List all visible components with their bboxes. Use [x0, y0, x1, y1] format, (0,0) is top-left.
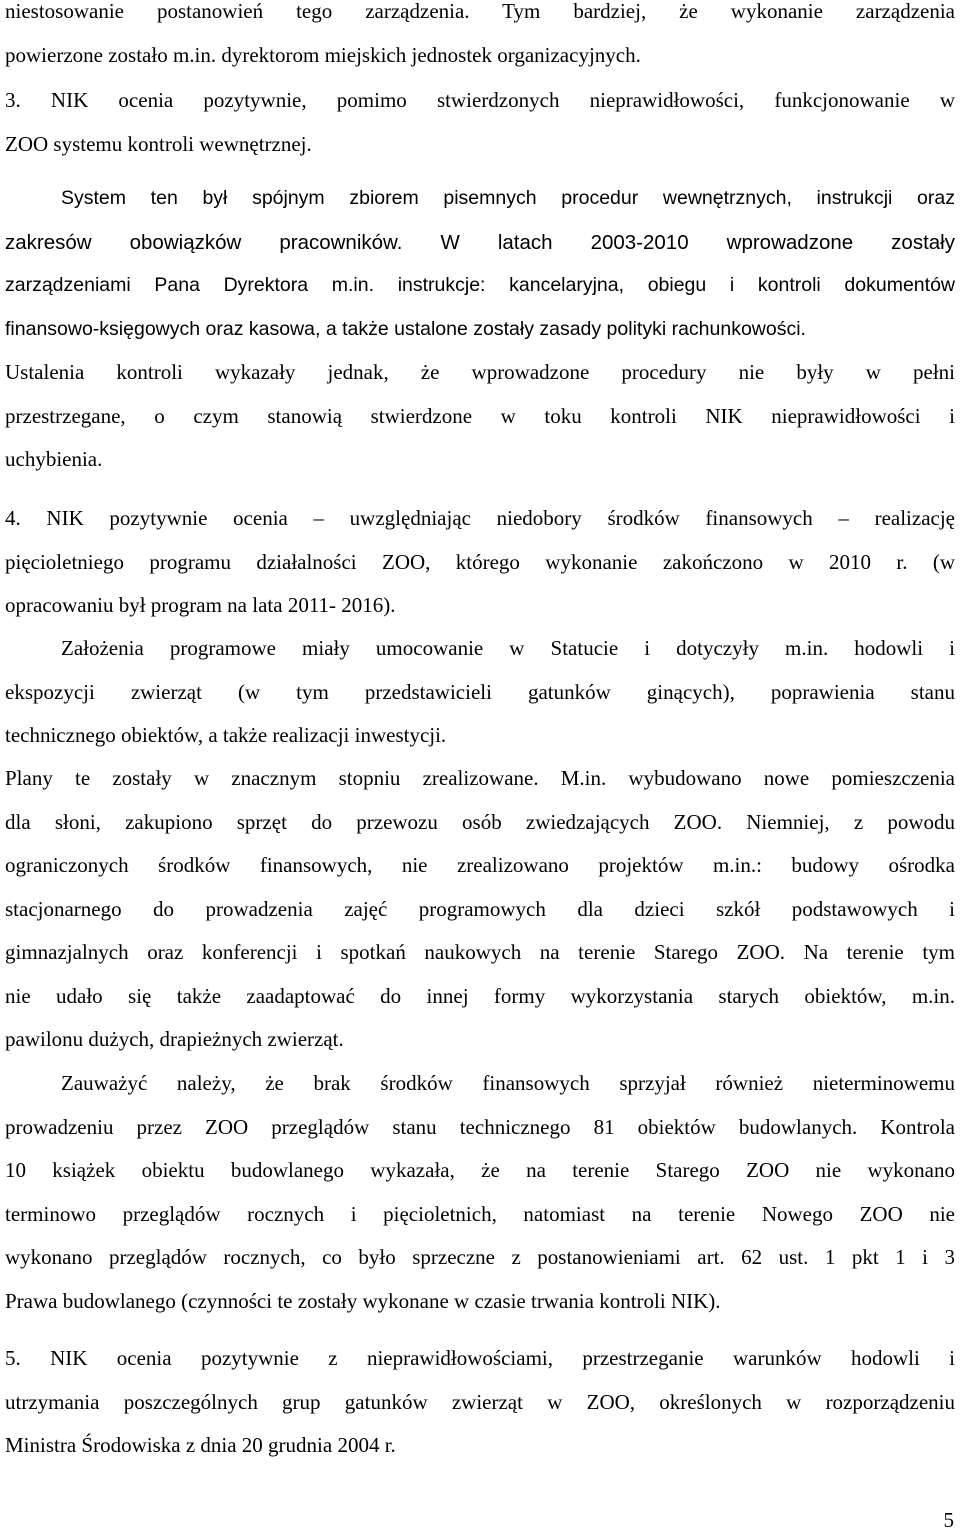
- paragraph-point-5: [5, 1337, 955, 1468]
- text-line: pawilonu dużych, drapieżnych zwierząt.: [5, 1027, 344, 1051]
- text-line: ZOO systemu kontroli wewnętrznej.: [5, 131, 312, 156]
- text-line: uchybienia.: [5, 447, 103, 471]
- paragraph-intro: [5, 0, 955, 77]
- paragraph-plans-realization: [5, 757, 955, 1062]
- text-line: opracowaniu był program na lata 2011- 2016).: [5, 593, 396, 617]
- text-line: powierzone zostało m.in. dyrektorom miejskich jednostek organizacyjnych.: [5, 42, 641, 67]
- text-line: technicznego obiektów, a także realizacji inwestycji.: [5, 723, 447, 747]
- paragraph-control-findings: [5, 351, 955, 482]
- paragraph-point-4: [5, 497, 955, 628]
- text-line: System ten był spójnym zbiorem pisemnych procedur wewnętrznych, instrukcji oraz: [61, 187, 955, 209]
- text-line: 5. NIK ocenia pozytywnie z nieprawidłowościami, przestrzeganie warunków hodowli i: [5, 1346, 955, 1370]
- text-line: ekspozycji zwierząt (w tym przedstawicieli gatunków ginących), poprawienia stanu: [5, 679, 955, 704]
- text-line: finansowo-księgowych oraz kasowa, a także ustalone zostały zasady polityki rachunkowości.: [5, 317, 806, 340]
- text-line: zakresów obowiązków pracowników. W latach 2003-2010 wprowadzone zostały: [5, 230, 955, 254]
- text-line: Ministra Środowiska z dnia 20 grudnia 2004 r.: [5, 1433, 396, 1457]
- text-line: przestrzegane, o czym stanowią stwierdzone w toku kontroli NIK nieprawidłowości i: [5, 403, 955, 428]
- text-line: 3. NIK ocenia pozytywnie, pomimo stwierdzonych nieprawidłowości, funkcjonowanie w: [5, 88, 955, 112]
- paragraph-technical-inspections: [5, 1062, 955, 1323]
- text-line: pięcioletniego programu działalności ZOO, którego wykonanie zakończono w 2010 r. (w: [5, 549, 955, 574]
- text-line: Plany te zostały w znacznym stopniu zrealizowane. M.in. wybudowano nowe pomieszczenia: [5, 766, 955, 790]
- text-line: stacjonarnego do prowadzenia zajęć programowych dla dzieci szkół podstawowych i: [5, 896, 955, 921]
- paragraph-point-3: [5, 79, 955, 166]
- text-line: Ustalenia kontroli wykazały jednak, że wprowadzone procedury nie były w pełni: [5, 360, 955, 384]
- paragraph-program-assumptions: [5, 627, 955, 758]
- text-line: Zauważyć należy, że brak środków finansowych sprzyjał również nieterminowemu: [61, 1071, 955, 1095]
- text-line: prowadzeniu przez ZOO przeglądów stanu technicznego 81 obiektów budowlanych. Kontrola: [5, 1114, 955, 1139]
- text-line: utrzymania poszczególnych grup gatunków zwierząt w ZOO, określonych w rozporządzeniu: [5, 1389, 955, 1414]
- text-line: gimnazjalnych oraz konferencji i spotkań naukowych na terenie Starego ZOO. Na terenie tym: [5, 940, 955, 964]
- text-line: zarządzeniami Pana Dyrektora m.in. instrukcje: kancelaryjna, obiegu i kontroli dokumentów: [5, 274, 955, 296]
- text-line: Prawa budowlanego (czynności te zostały wykonane w czasie trwania kontroli NIK).: [5, 1288, 721, 1313]
- text-line: Założenia programowe miały umocowanie w Statucie i dotyczyły m.in. hodowli i: [61, 636, 955, 660]
- text-line: 10 książek obiektu budowlanego wykazała, że na terenie Starego ZOO nie wykonano: [5, 1158, 955, 1182]
- text-line: dla słoni, zakupiono sprzęt do przewozu osób zwiedzających ZOO. Niemniej, z powodu: [5, 809, 955, 834]
- page-number: 5: [943, 1508, 954, 1532]
- text-line: niestosowanie postanowień tego zarządzenia. Tym bardziej, że wykonanie zarządzenia: [5, 0, 955, 23]
- paragraph-internal-control-system: [5, 177, 955, 351]
- text-line: ograniczonych środków finansowych, nie zrealizowano projektów m.in.: budowy ośrodka: [5, 853, 955, 877]
- text-line: terminowo przeglądów rocznych i pięcioletnich, natomiast na terenie Nowego ZOO nie: [5, 1201, 955, 1226]
- text-line: nie udało się także zaadaptować do innej formy wykorzystania starych obiektów, m.in.: [5, 983, 955, 1008]
- text-line: wykonano przeglądów rocznych, co było sprzeczne z postanowieniami art. 62 ust. 1 pkt 1 i 3: [5, 1245, 955, 1269]
- text-line: 4. NIK pozytywnie ocenia – uwzględniając niedobory środków finansowych – realizację: [5, 506, 955, 530]
